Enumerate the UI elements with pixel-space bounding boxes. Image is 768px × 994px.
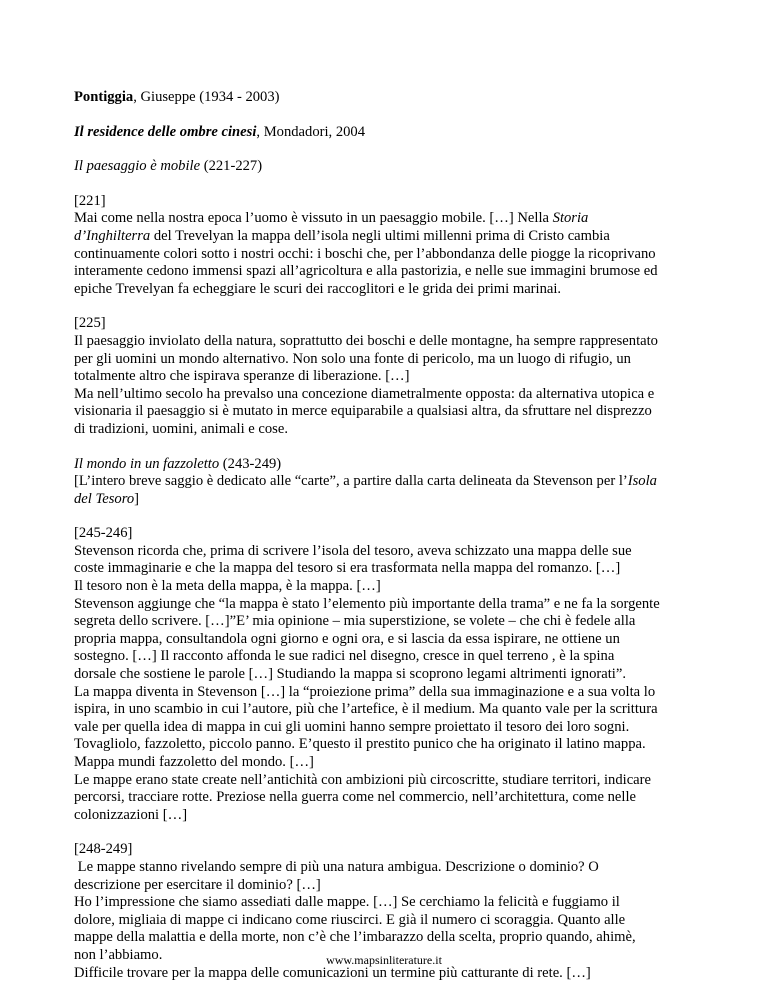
text-line: interamente cedono immensi spazi all’agricoltura e alla pastorizia, e nelle sue immagini brumose ed [74, 263, 658, 280]
text-line: Stevenson aggiunge che “la mappa è stato l’elemento più importante della trama” e ne fa la sorgente [74, 595, 660, 612]
footer-url: www.mapsinliterature.it [326, 953, 442, 967]
book-publisher: , Mondadori, 2004 [256, 123, 366, 140]
text-line: La mappa diventa in Stevenson […] la “proiezione prima” della sua immaginazione e a sua volta lo [74, 683, 656, 700]
text-line: Mai come nella nostra epoca l’uomo è vissuto in un paesaggio mobile. […] Nella Storia [74, 210, 589, 227]
text-line: Stevenson ricorda che, prima di scrivere l’isola del tesoro, aveva schizzato una mappa delle sue [74, 542, 632, 559]
text-line: dorsale che sostiene le parole […] Studiando la mappa si scoprono legami altrimenti ignorati”. [74, 666, 626, 683]
text-line: totalmente altro che ispirava speranze di liberazione. […] [74, 368, 410, 385]
text-line: Le mappe erano state create nell’antichità con ambizioni più circoscritte, studiare territori, indicare [74, 771, 652, 788]
essay2-section [74, 456, 708, 509]
section-221 [74, 193, 708, 299]
text-line: dolore, migliaia di mappe ci indicano come riuscirci. E già il numero ci scoraggia. Quanto alle [74, 911, 626, 928]
text-line: epiche Trevelyan fa echeggiare le scuri dei raccoglitori e le grida dei primi marinai. [74, 280, 562, 297]
text-line: continuamente colori sotto i nostri occhi: i boschi che, per l’abbondanza delle piogge la ricoprivano [74, 245, 656, 262]
text-line: del Tesoro] [74, 490, 140, 507]
text-line: Il tesoro non è la meta della mappa, è la mappa. […] [74, 578, 381, 595]
text-line: d’Inghilterra del Trevelyan la mappa dell’isola negli ultimi millenni prima di Cristo cambia [74, 227, 610, 244]
text-line: coste immaginarie e che la mappa del tesoro si era trasformata nella mappa del romanzo. […] [74, 560, 621, 577]
section-221-ref: [221] [74, 192, 106, 209]
section-225 [74, 315, 708, 438]
text-line: mappe della malattia e della morte, non c’è che l’imbarazzo della scelta, proprio quando, ahimè, [74, 929, 636, 946]
essay2-heading [74, 456, 708, 474]
text-line: Ma nell’ultimo secolo ha prevalso una concezione diametralmente opposta: da alternativa utopica e [74, 385, 655, 402]
text-line: [L’intero breve saggio è dedicato alle “carte”, a partire dalla carta delineata da Stevenson per l’Isola [74, 473, 657, 490]
text-line: Tovagliolo, fazzoletto, piccolo panno. E’questo il prestito punico che ha originato il latino mappa. [74, 736, 646, 753]
text-line: non l’abbiamo. [74, 946, 163, 963]
text-line: per gli uomini un mondo alternativo. Non solo una fonte di pericolo, ma un luogo di rifugio, un [74, 350, 631, 367]
text-line: Difficile trovare per la mappa delle comunicazioni un termine più catturante di rete. […] [74, 964, 591, 981]
text-line: Le mappe stanno rivelando sempre di più una natura ambigua. Descrizione o dominio? O [74, 858, 599, 875]
text-line: visionaria il paesaggio si è mutato in merce equiparabile a qualsiasi altra, da sfruttare nel disprezzo [74, 403, 652, 420]
book-line [74, 124, 708, 142]
text-line: colonizzazioni […] [74, 806, 188, 823]
author-details: , Giuseppe (1934 - 2003) [133, 89, 280, 105]
author-surname: Pontiggia [74, 89, 134, 105]
essay1-heading [74, 158, 708, 176]
text-line: Ho l’impressione che siamo assediati dalle mappe. […] Se cerchiamo la felicità e fuggiamo il [74, 894, 620, 911]
text-line: ispira, in uno scambio in cui l’autore, più che l’artefice, è il medium. Ma quanto vale per la scrittura [74, 701, 658, 718]
text-line: propria mappa, consultandola ogni giorno e ogni ora, e si lascia da essa ispirare, ne ottiene un [74, 630, 620, 647]
section-245-ref: [245-246] [74, 525, 133, 542]
text-line: di tradizioni, uomini, animali e cose. [74, 420, 288, 437]
text-line: Il paesaggio inviolato della natura, soprattutto dei boschi e delle montagne, ha sempre rappresentato [74, 332, 658, 349]
text-line: percorsi, tracciare rotte. Preziose nella guerra come nel commercio, nell’architettura, come nelle [74, 789, 636, 806]
book-title: Il residence delle ombre cinesi [74, 123, 257, 140]
text-line: descrizione per esercitare il dominio? […] [74, 876, 321, 893]
section-225-ref: [225] [74, 315, 106, 332]
essay1-pages: (221-227) [200, 158, 263, 175]
author-line [74, 89, 708, 107]
text-line: segreta dello scrivere. […]”E’ mia opinione – mia superstizione, se volete – che chi è fedele alla [74, 613, 636, 630]
section-248-ref: [248-249] [74, 841, 133, 858]
section-245 [74, 525, 708, 824]
text-line: Mappa mundi fazzoletto del mondo. […] [74, 754, 314, 770]
essay2-pages: (243-249) [219, 455, 282, 472]
text-line: vale per quella idea di mappa in cui gli uomini hanno sempre proiettato il tesoro dei loro sogni. [74, 718, 630, 735]
essay1-title: Il paesaggio è mobile [74, 158, 201, 175]
text-line: sostegno. […] Il racconto affonda le sue radici nel disegno, cresce in quel terreno , è la spina [74, 648, 615, 665]
essay2-title: Il mondo in un fazzoletto [74, 455, 220, 472]
